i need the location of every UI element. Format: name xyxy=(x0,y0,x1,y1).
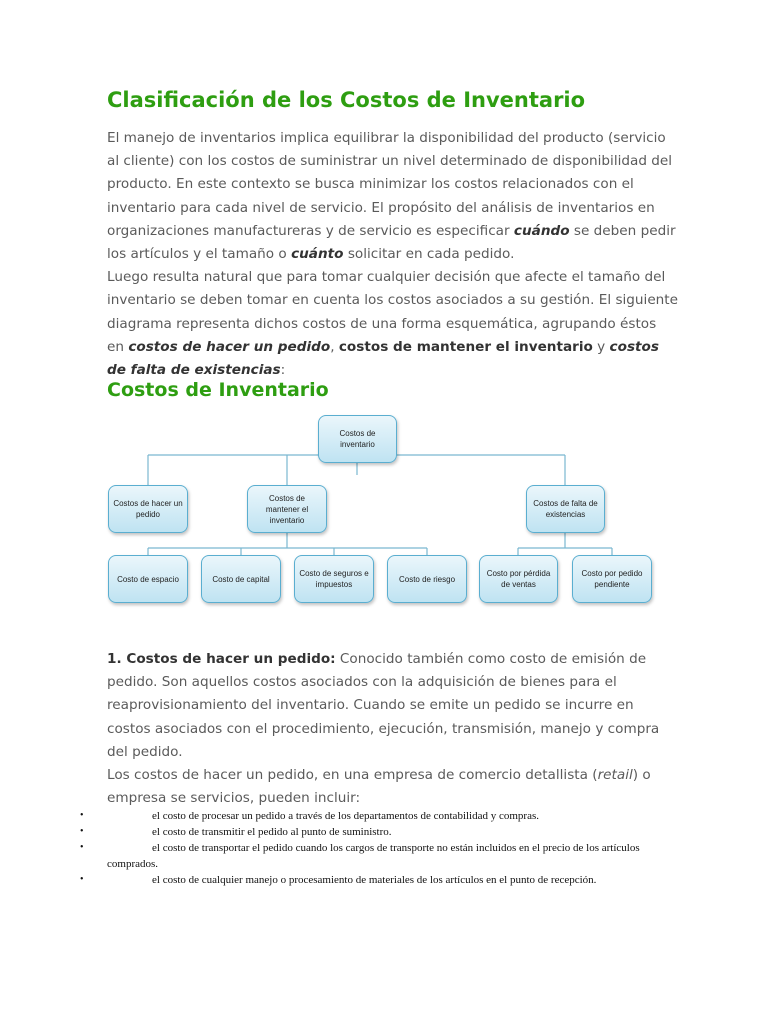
emphasis-hacer-pedido: costos de hacer un pedido xyxy=(128,338,331,355)
text-line: en costos de hacer un pedido, costos de mantener el inventario y costos xyxy=(107,338,659,355)
list-item: • el costo de cualquier manejo o procesamiento de materiales de los artículos en el punto de recepción. xyxy=(80,874,597,886)
intro-paragraph xyxy=(107,127,678,382)
text-line: producto. En este contexto se busca minimizar los costos relacionados con el xyxy=(107,176,634,193)
emphasis-cuando: cuándo xyxy=(513,222,570,239)
emphasis-cuanto: cuánto xyxy=(291,246,344,263)
page-title: Clasificación de los Costos de Inventario xyxy=(107,88,586,112)
section-title: Costos de Inventario xyxy=(107,379,329,401)
text-line: pedido. Son aquellos costos asociados con la adquisición de bienes para el xyxy=(107,674,617,691)
emphasis-costos: costos xyxy=(609,338,659,355)
bullet-icon: • xyxy=(80,826,84,837)
text-line: al cliente) con los costos de suministrar un nivel determinado de disponibilidad del xyxy=(107,153,673,170)
node-root: Costos de inventario xyxy=(318,415,397,463)
ordering-cost-list xyxy=(80,808,660,888)
text-line: Luego resulta natural que para tomar cualquier decisión que afecte el tamaño del xyxy=(107,269,666,286)
text-line: los artículos y el tamaño o cuánto solicitar en cada pedido. xyxy=(107,246,515,263)
list-item: • el costo de procesar un pedido a través de los departamentos de contabilidad y compras. xyxy=(80,810,540,822)
text-line: empresa se servicios, pueden incluir: xyxy=(107,790,361,807)
node-capital-cost: Costo de capital xyxy=(201,555,281,603)
bullet-icon: • xyxy=(80,810,84,821)
emphasis-mantener: costos de mantener el inventario xyxy=(338,338,593,355)
emphasis-falta-existencias: de falta de existencias xyxy=(107,362,281,379)
node-holding-costs: Costos de mantener el inventario xyxy=(247,485,327,533)
section1-heading: 1. Costos de hacer un pedido: xyxy=(107,651,336,667)
node-backorder-cost: Costo por pedido pendiente xyxy=(572,555,652,603)
node-insurance-tax-cost: Costo de seguros e impuestos xyxy=(294,555,374,603)
text-line: costos asociados con el procedimiento, ejecución, transmisión, manejo y compra xyxy=(107,720,660,737)
text-line: diagrama representa dichos costos de una forma esquemática, agrupando éstos xyxy=(107,315,657,332)
text-line: inventario para cada nivel de servicio. El propósito del análisis de inventarios en xyxy=(107,199,655,216)
text-line: organizaciones manufactureras y de servicio es especificar cuándo se deben pedir xyxy=(107,222,676,239)
bullet-icon: • xyxy=(80,874,84,885)
emphasis-retail: retail xyxy=(597,767,633,784)
list-item: • el costo de transportar el pedido cuando los cargos de transporte no están incluidos en el precio de los artículos comprados. xyxy=(80,842,640,870)
node-space-cost: Costo de espacio xyxy=(108,555,188,603)
list-item: • el costo de transmitir el pedido al punto de suministro. xyxy=(80,826,392,838)
node-ordering-costs: Costos de hacer un pedido xyxy=(108,485,188,533)
text-line: El manejo de inventarios implica equilibrar la disponibilidad del producto (servicio xyxy=(107,130,666,146)
text-line: Los costos de hacer un pedido, en una empresa de comercio detallista (retail) o xyxy=(107,767,651,784)
node-stockout-costs: Costos de falta de existencias xyxy=(526,485,605,533)
node-lost-sales-cost: Costo por pérdida de ventas xyxy=(479,555,558,603)
text-line: inventario se deben tomar en cuenta los costos asociados a su gestión. El siguiente xyxy=(107,292,678,309)
bullet-icon: • xyxy=(80,842,84,853)
text-line: 1. Costos de hacer un pedido: Conocido también como costo de emisión de xyxy=(107,651,647,667)
cost-hierarchy-diagram xyxy=(100,405,670,615)
text-line: del pedido. xyxy=(107,743,183,760)
text-line: de falta de existencias: xyxy=(107,362,286,379)
node-risk-cost: Costo de riesgo xyxy=(387,555,467,603)
section1-paragraph xyxy=(107,648,660,810)
text-line: reaprovisionamiento del inventario. Cuando se emite un pedido se incurre en xyxy=(107,697,634,714)
